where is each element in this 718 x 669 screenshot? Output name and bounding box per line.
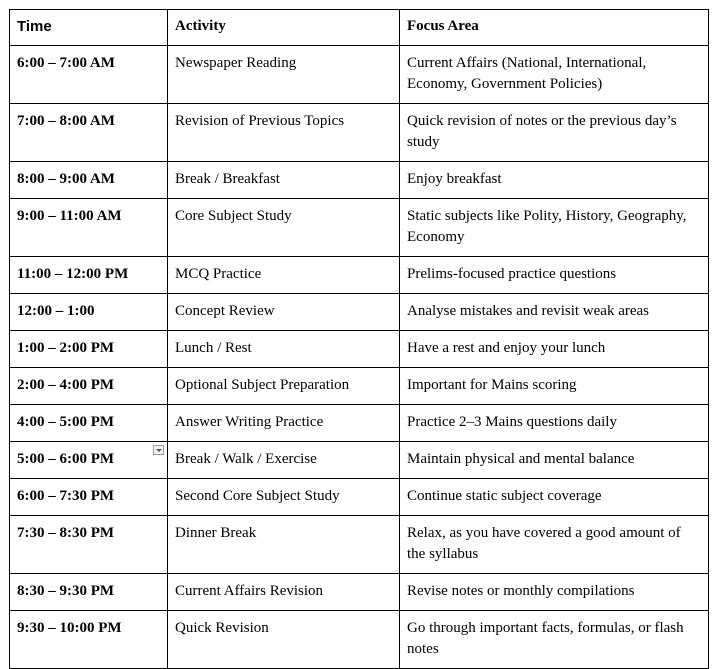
schedule-table — [9, 9, 709, 669]
activity-cell[interactable]: Quick Revision — [168, 611, 400, 669]
focus-area-cell[interactable]: Have a rest and enjoy your lunch — [400, 331, 709, 368]
header-time: Time — [10, 10, 168, 46]
activity-cell[interactable]: Second Core Subject Study — [168, 479, 400, 516]
time-text: 8:30 – 9:30 PM — [17, 583, 115, 599]
time-text: 6:00 – 7:00 AM — [17, 55, 115, 71]
focus-area-cell[interactable]: Relax, as you have covered a good amount of the syllabus — [400, 516, 709, 574]
schedule-body — [10, 46, 709, 669]
activity-cell[interactable]: Break / Walk / Exercise — [168, 442, 400, 479]
time-cell[interactable] — [10, 479, 168, 516]
header-activity: Activity — [168, 10, 400, 46]
time-text: 9:30 – 10:00 PM — [17, 620, 122, 636]
time-cell[interactable] — [10, 199, 168, 257]
header-focus-area: Focus Area — [400, 10, 709, 46]
table-row — [10, 516, 709, 574]
focus-area-cell[interactable]: Prelims-focused practice questions — [400, 257, 709, 294]
focus-area-cell[interactable]: Important for Mains scoring — [400, 368, 709, 405]
focus-area-cell[interactable]: Maintain physical and mental balance — [400, 442, 709, 479]
time-cell[interactable] — [10, 331, 168, 368]
time-text: 9:00 – 11:00 AM — [17, 208, 122, 224]
time-cell[interactable] — [10, 516, 168, 574]
activity-cell[interactable]: Core Subject Study — [168, 199, 400, 257]
time-text: 7:30 – 8:30 PM — [17, 525, 115, 541]
activity-cell[interactable]: Newspaper Reading — [168, 46, 400, 104]
focus-area-cell[interactable]: Practice 2–3 Mains questions daily — [400, 405, 709, 442]
time-text: 1:00 – 2:00 PM — [17, 340, 115, 356]
time-cell[interactable] — [10, 46, 168, 104]
focus-area-cell[interactable]: Revise notes or monthly compilations — [400, 574, 709, 611]
focus-area-cell[interactable]: Analyse mistakes and revisit weak areas — [400, 294, 709, 331]
time-text: 6:00 – 7:30 PM — [17, 488, 115, 504]
chevron-down-icon[interactable] — [153, 445, 164, 455]
time-text: 7:00 – 8:00 AM — [17, 113, 115, 129]
time-text: 12:00 – 1:00 — [17, 303, 95, 319]
table-row — [10, 199, 709, 257]
activity-cell[interactable]: Current Affairs Revision — [168, 574, 400, 611]
activity-cell[interactable]: MCQ Practice — [168, 257, 400, 294]
time-text: 5:00 – 6:00 PM — [17, 451, 115, 467]
time-cell[interactable] — [10, 574, 168, 611]
time-cell[interactable] — [10, 405, 168, 442]
table-row — [10, 405, 709, 442]
focus-area-cell[interactable]: Enjoy breakfast — [400, 162, 709, 199]
focus-area-cell[interactable]: Continue static subject coverage — [400, 479, 709, 516]
activity-cell[interactable]: Break / Breakfast — [168, 162, 400, 199]
table-row — [10, 294, 709, 331]
table-row — [10, 331, 709, 368]
table-row — [10, 46, 709, 104]
table-row — [10, 479, 709, 516]
time-text: 8:00 – 9:00 AM — [17, 171, 115, 187]
time-cell[interactable] — [10, 294, 168, 331]
header-row — [10, 10, 709, 46]
table-row — [10, 104, 709, 162]
table-row — [10, 257, 709, 294]
activity-cell[interactable]: Revision of Previous Topics — [168, 104, 400, 162]
table-row — [10, 162, 709, 199]
table-row — [10, 368, 709, 405]
activity-cell[interactable]: Lunch / Rest — [168, 331, 400, 368]
focus-area-cell[interactable]: Current Affairs (National, International, Economy, Government Policies) — [400, 46, 709, 104]
activity-cell[interactable]: Dinner Break — [168, 516, 400, 574]
time-cell[interactable] — [10, 104, 168, 162]
focus-area-cell[interactable]: Static subjects like Polity, History, Geography, Economy — [400, 199, 709, 257]
time-cell[interactable] — [10, 257, 168, 294]
focus-area-cell[interactable]: Go through important facts, formulas, or flash notes — [400, 611, 709, 669]
table-row — [10, 574, 709, 611]
activity-cell[interactable]: Concept Review — [168, 294, 400, 331]
table-row — [10, 611, 709, 669]
time-cell[interactable] — [10, 368, 168, 405]
activity-cell[interactable]: Answer Writing Practice — [168, 405, 400, 442]
time-text: 4:00 – 5:00 PM — [17, 414, 115, 430]
table-row — [10, 442, 709, 479]
time-cell[interactable] — [10, 442, 168, 479]
time-cell[interactable] — [10, 162, 168, 199]
time-text: 2:00 – 4:00 PM — [17, 377, 115, 393]
focus-area-cell[interactable]: Quick revision of notes or the previous day’s study — [400, 104, 709, 162]
time-cell[interactable] — [10, 611, 168, 669]
time-text: 11:00 – 12:00 PM — [17, 266, 129, 282]
activity-cell[interactable]: Optional Subject Preparation — [168, 368, 400, 405]
